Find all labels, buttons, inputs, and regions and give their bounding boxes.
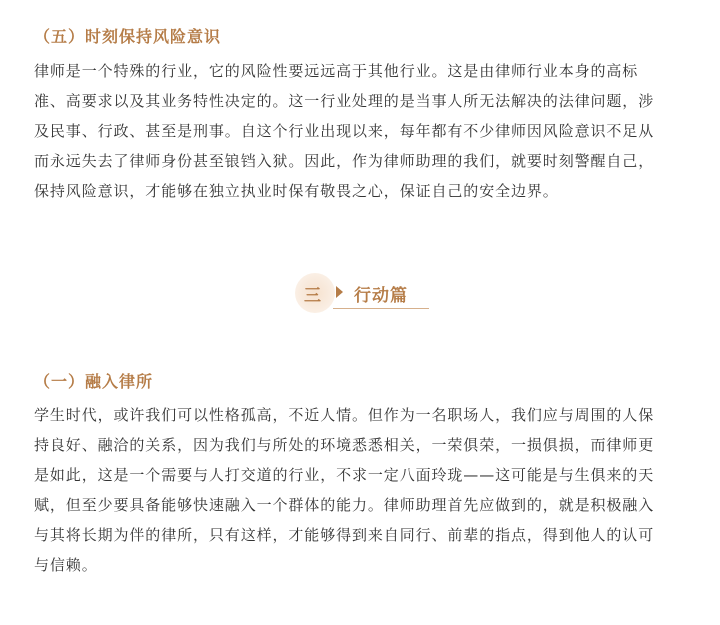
section-heading-join-firm: （一）融入律所 [34,372,154,391]
paragraph-line: 与其将长期为伴的律所，只有这样，才能够得到来自同行、前辈的指点，得到他人的认可 [34,526,655,544]
paragraph-line: 及民事、行政、甚至是刑事。自这个行业出现以来，每年都有不少律师因风险意识不足从 [34,122,655,140]
section-heading-risk-awareness: （五）时刻保持风险意识 [34,27,222,46]
section-divider-action [295,272,435,314]
paragraph-line: 赋，但至少要具备能够快速融入一个群体的能力。律师助理首先应做到的，就是积极融入 [34,496,655,514]
paragraph-line: 而永远失去了律师身份甚至锒铛入狱。因此，作为律师助理的我们，就要时刻警醒自己， [34,152,655,170]
paragraph-line: 是如此，这是一个需要与人打交道的行业，不求一定八面玲珑——这可能是与生俱来的天 [34,466,655,484]
paragraph-line: 保持风险意识，才能够在独立执业时保有敬畏之心，保证自己的安全边界。 [34,182,559,200]
section-title: 行动篇 [354,286,408,306]
paragraph-line: 与信赖。 [34,556,98,574]
paragraph-risk-awareness [34,56,694,206]
paragraph-line: 学生时代，或许我们可以性格孤高，不近人情。但作为一名职场人，我们应与周围的人保 [34,406,655,424]
triangle-right-icon [336,286,343,298]
paragraph-line: 持良好、融洽的关系，因为我们与所处的环境悉悉相关，一荣俱荣，一损俱损，而律师更 [34,436,655,454]
paragraph-line: 律师是一个特殊的行业，它的风险性要远远高于其他行业。这是由律师行业本身的高标 [34,62,639,80]
paragraph-line: 准、高要求以及其业务特性决定的。这一行业处理的是当事人所无法解决的法律问题，涉 [34,92,655,110]
section-number: 三 [304,286,321,306]
paragraph-join-firm [34,400,694,580]
title-underline [333,308,429,309]
